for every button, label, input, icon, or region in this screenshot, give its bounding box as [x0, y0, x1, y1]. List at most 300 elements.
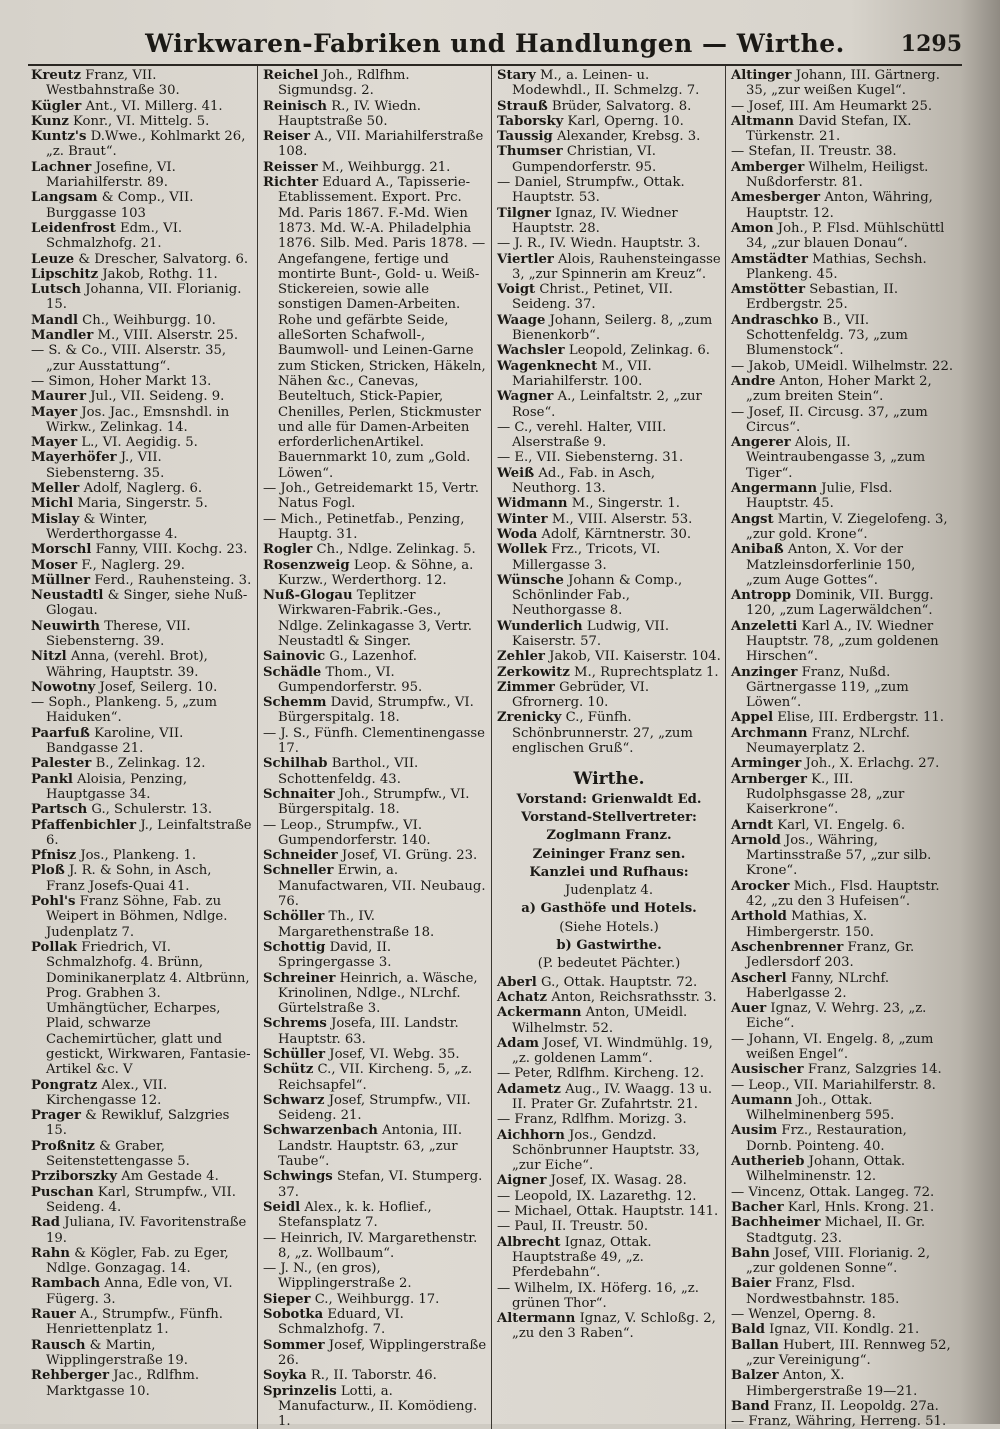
entry-name: Rosenzweig — [263, 557, 350, 573]
entry-details: Franz, Salzgries 14. — [807, 1062, 942, 1078]
entry-details: Joh., P. Flsd. Mühlschüttl 34, „zur blauen Donau“. — [746, 220, 945, 252]
directory-entry — [731, 619, 954, 665]
directory-entry — [497, 1219, 721, 1234]
directory-entry — [731, 588, 954, 619]
entry-name: Amberger — [731, 159, 805, 175]
directory-entry — [731, 114, 954, 145]
entry-name: Mislay — [31, 511, 80, 527]
entry-details: — Leop., Strumpfw., VI. Gumpendorferstr. 140. — [263, 817, 431, 848]
entry-name: Bald — [731, 1322, 765, 1338]
entry-details: Adolf, Kärntnerstr. 30. — [541, 526, 692, 542]
entry-name: Mandler — [31, 328, 94, 344]
directory-entry — [31, 802, 253, 817]
entry-details: C., Weihburgg. 17. — [314, 1291, 440, 1307]
entry-name: Altinger — [731, 68, 792, 83]
entry-name: Mayerhöfer — [31, 450, 117, 466]
entry-details: — Franz, Währing, Herreng. 51. — [731, 1414, 947, 1429]
directory-entry — [31, 129, 253, 160]
entry-details: Friedrich, VI. Schmalzhofg. 4. Brünn, Dominikanerplatz 4. Altbrünn, Prog. Grabhen 3. Umhängtücher, Echarpes, Plaid, schwarze Cachemirtücher, glatt und gestickt, Wirkwaren, Fantasie-Artikel &c. V — [46, 939, 251, 1078]
directory-entry — [31, 772, 253, 803]
directory-entry — [731, 756, 954, 771]
entry-details: M., a. Leinen- u. Modewhdl., II. Schmelzg. 7. — [512, 68, 700, 99]
entry-name: Albrecht — [497, 1234, 561, 1250]
directory-entry — [31, 389, 253, 404]
entry-details: David, Strumpfw., VI. Bürgerspitalg. 18. — [278, 695, 474, 726]
entry-name: Schütz — [263, 1062, 314, 1078]
entry-details: Karl, VI. Engelg. 6. — [777, 817, 906, 833]
entry-name: Ausim — [731, 1123, 778, 1139]
directory-entry — [497, 975, 721, 990]
deputy-label: Vorstand-Stellvertreter: — [521, 809, 697, 825]
entry-details: Eduard A., Tapisserie-Etablissement. Export. Prc. Md. Paris 1867. F.-Md. Wien 1873. Md. W.-A. Philadelphia 1876. Silb. Med. Paris 1878. — Angefangene, fertige und montirte Bunt-, Gold- u. Weiß-Stickereien, sowie alle sonstigen Damen-Arbeiten. Rohe und gefärbte Seide, alleSorten Schafwoll-, Baumwoll- und Leinen-Garne zum Sticken, Stricken, Häkeln, Nähen &c., Canevas, Beuteltuch, Stick-Papier, Chenilles, Perlen, Stickmuster und alle für Damen-Arbeiten erforderlichenArtikel. Bauernmarkt 10, zum „Gold. Löwen“. — [278, 175, 486, 481]
entry-name: Amon — [731, 220, 774, 236]
directory-entry — [497, 1082, 721, 1113]
entry-name: Rehberger — [31, 1368, 110, 1384]
entry-name: Rambach — [31, 1276, 101, 1292]
column-3 — [494, 66, 726, 1429]
directory-entry — [731, 1123, 954, 1154]
directory-entry — [31, 1338, 253, 1369]
entry-details: Ch., Weihburgg. 10. — [82, 312, 216, 328]
entry-name: Lachner — [31, 159, 92, 175]
directory-entry — [731, 1276, 954, 1307]
entry-details: — Johann, VI. Engelg. 8, „zum weißen Engel“. — [731, 1031, 934, 1062]
entry-details: Franz Söhne, Fab. zu Weipert in Böhmen, Ndlge. Judenplatz 7. — [46, 894, 228, 940]
entry-name: Pankl — [31, 771, 73, 787]
entry-details: Brüder, Salvatorg. 8. — [551, 98, 692, 114]
directory-entry — [497, 99, 721, 114]
directory-entry — [263, 1016, 487, 1047]
entry-details: Ludwig, VII. Kaiserstr. 57. — [512, 618, 670, 649]
entry-details: Joh., X. Erlachg. 27. — [805, 756, 940, 772]
directory-entry — [497, 68, 721, 99]
entry-details: R., IV. Wiedn. Hauptstraße 50. — [278, 98, 421, 129]
entry-name: Arocker — [731, 878, 790, 894]
directory-entry — [497, 680, 721, 711]
directory-entry — [731, 909, 954, 940]
entry-details: David Stefan, IX. Türkenstr. 21. — [746, 113, 912, 145]
entry-details: Heinrich, a. Wäsche, Krinolinen, Ndlge., NLrchf. Gürtelstraße 3. — [278, 970, 478, 1017]
entry-name: Band — [731, 1398, 770, 1414]
directory-entry — [263, 1231, 487, 1262]
directory-entry — [497, 359, 721, 390]
entry-name: Wünsche — [497, 572, 564, 588]
entry-details: J. R. & Sohn, in Asch, Franz Josefs-Quai 41. — [46, 863, 212, 894]
entry-details: Barthol., VII. Schottenfeldg. 43. — [278, 756, 419, 787]
entry-name: Wunderlich — [497, 618, 583, 634]
entry-details: Josef, VI. Webg. 35. — [329, 1047, 460, 1062]
entry-name: Rad — [31, 1215, 61, 1231]
section-heading: Wirthe. — [573, 769, 645, 790]
directory-entry — [263, 695, 487, 726]
entry-name: Reisser — [263, 159, 318, 175]
directory-entry — [731, 1338, 954, 1369]
entry-name: Schneller — [263, 863, 334, 879]
entry-details: — Wilhelm, IX. Höferg. 16, „z. grünen Thor“. — [497, 1280, 699, 1311]
entry-name: Seidl — [263, 1199, 301, 1215]
page-number: 1295 — [900, 31, 962, 57]
directory-entry — [31, 282, 253, 313]
directory-entry — [731, 1215, 954, 1246]
entry-details: J., VII. Siebensterng. 35. — [46, 450, 165, 481]
directory-entry — [731, 374, 954, 405]
entry-details: Franz, NLrchf. Neumayerplatz 2. — [746, 725, 910, 757]
directory-entry — [31, 558, 253, 573]
directory-entry — [31, 114, 253, 129]
entry-details: & Rewikluf, Salzgries 15. — [46, 1108, 230, 1139]
directory-entry — [731, 710, 954, 725]
entry-name: Partsch — [31, 802, 88, 818]
entry-name: Reiser — [263, 129, 311, 145]
entry-name: Ackermann — [497, 1005, 582, 1021]
entry-details: — J. N., (en gros), Wipplingerstraße 2. — [263, 1261, 412, 1292]
entry-details: & Graber, Seitenstettengasse 5. — [46, 1138, 190, 1170]
entry-details: Josef, Strumpfw., VII. Seideng. 21. — [278, 1092, 471, 1124]
entry-name: Schrems — [263, 1016, 327, 1032]
entry-name: Adametz — [497, 1081, 561, 1097]
directory-entry — [263, 175, 487, 481]
entry-name: Widmann — [497, 496, 568, 512]
directory-entry — [497, 542, 721, 573]
entry-name: Rauer — [31, 1307, 76, 1323]
entry-details: D.Wwe., Kohlmarkt 26, „z. Braut“. — [46, 129, 246, 160]
entry-details: C., Fünfh. Schönbrunnerstr. 27, „zum englischen Gruß“. — [512, 710, 693, 757]
entry-name: Neuwirth — [31, 618, 101, 634]
entry-name: Mandl — [31, 312, 78, 328]
directory-entry — [731, 1246, 954, 1277]
entry-details: Jos., Gendzd. Schönbrunner Hauptstr. 33, „zur Eiche“. — [512, 1127, 700, 1174]
entry-details: — Michael, Ottak. Hauptstr. 141. — [497, 1204, 719, 1220]
entry-details: C., VII. Kircheng. 5, „z. Reichsapfel“. — [278, 1062, 473, 1093]
entry-details: — Stefan, II. Treustr. 38. — [731, 144, 897, 160]
entry-name: Pohl's — [31, 894, 76, 910]
entry-details: Jul., VII. Seideng. 9. — [90, 389, 225, 405]
entry-details: — Peter, Rdlfhm. Kircheng. 12. — [497, 1066, 705, 1082]
entry-details: & Martin, Wipplingerstraße 19. — [46, 1337, 188, 1368]
entry-name: Leuze — [31, 251, 75, 267]
directory-entry — [497, 619, 721, 650]
subsection-a: a) Gasthöfe und Hotels. — [521, 901, 697, 917]
entry-name: Pfaffenbichler — [31, 817, 137, 833]
directory-entry — [497, 114, 721, 129]
entry-details: Alex., VII. Kirchengasse 12. — [46, 1077, 168, 1108]
directory-entry — [731, 940, 954, 971]
entry-details: Therese, VII. Siebensterng. 39. — [46, 618, 191, 649]
entry-details: K., III. Rudolphsgasse 28, „zur Kaiserkrone“. — [746, 771, 905, 818]
deputy-2: Zeininger Franz sen. — [532, 846, 686, 862]
directory-entry — [497, 343, 721, 358]
entry-details: & Comp., VII. Burggasse 103 — [46, 190, 194, 221]
entry-details: — Vincenz, Ottak. Langeg. 72. — [731, 1184, 935, 1200]
entry-name: Rogler — [263, 542, 313, 558]
entry-name: Zehler — [497, 649, 545, 665]
directory-entry — [31, 756, 253, 771]
entry-name: Lipschitz — [31, 266, 99, 282]
directory-entry — [263, 1093, 487, 1124]
entry-name: Bachheimer — [731, 1215, 821, 1231]
directory-entry — [731, 1322, 954, 1337]
entry-name: Waage — [497, 312, 546, 328]
entry-details: Adolf, Naglerg. 6. — [83, 481, 203, 497]
entry-details: — Jakob, UMeidl. Wilhelmstr. 22. — [731, 358, 954, 374]
entry-name: Wagner — [497, 389, 554, 405]
entry-details: — Franz, Rdlfhm. Morizg. 3. — [497, 1112, 687, 1128]
directory-entry — [731, 971, 954, 1002]
entry-name: Adam — [497, 1035, 539, 1051]
entry-name: Schottig — [263, 939, 326, 955]
entry-name: Schilhab — [263, 756, 328, 772]
directory-entry — [263, 1368, 487, 1383]
directory-entry — [263, 971, 487, 1017]
directory-entry — [497, 990, 721, 1005]
entry-name: Puschan — [31, 1184, 94, 1200]
entry-details: & Drescher, Salvatorg. 6. — [78, 251, 249, 267]
entry-details: — Leop., VII. Mariahilferstr. 8. — [731, 1077, 936, 1093]
entry-name: Andraschko — [731, 312, 819, 328]
directory-entry — [31, 1078, 253, 1109]
entry-details: — Josef, II. Circusg. 37, „zum Circus“. — [731, 404, 928, 435]
directory-entry — [31, 848, 253, 863]
directory-entry — [263, 818, 487, 849]
directory-entry — [731, 68, 954, 99]
office-label: Kanzlei und Rufhaus: — [529, 864, 689, 880]
entry-name: Baier — [731, 1276, 772, 1292]
directory-entry — [731, 282, 954, 313]
entry-details: Dominik, VII. Burgg. 120, „zum Lagerwäldchen“. — [746, 588, 934, 619]
entry-name: Schreiner — [263, 970, 336, 986]
entry-name: Aichhorn — [497, 1127, 565, 1143]
entry-details: M., Weihburgg. 21. — [321, 159, 451, 175]
entry-name: Neustadtl — [31, 588, 104, 604]
directory-entry — [731, 1399, 954, 1414]
directory-entry — [731, 481, 954, 512]
directory-entry — [263, 1200, 487, 1231]
entry-name: Winter — [497, 511, 548, 527]
entry-name: Morschl — [31, 542, 92, 558]
entry-details: A., Leinfaltstr. 2, „zur Rose“. — [512, 389, 702, 420]
entry-details: Karoline, VII. Bandgasse 21. — [46, 725, 184, 757]
entry-name: Archmann — [731, 725, 808, 741]
directory-entry — [263, 1307, 487, 1338]
entry-details: — Daniel, Strumpfw., Ottak. Hauptstr. 53. — [497, 175, 685, 206]
entry-details: F., Naglerg. 29. — [81, 557, 185, 573]
wirthe-section — [497, 769, 721, 972]
entry-name: Nowotny — [31, 679, 96, 695]
directory-entry — [263, 512, 487, 543]
directory-entry — [31, 863, 253, 894]
entry-name: Andre — [731, 373, 776, 389]
entry-details: Franz, Flsd. Nordwestbahnstr. 185. — [746, 1276, 900, 1307]
directory-entry — [497, 450, 721, 465]
entry-details: Mathias, Sechsh. Plankeng. 45. — [746, 251, 927, 282]
directory-entry — [731, 833, 954, 879]
entry-details: Aloisia, Penzing, Hauptgasse 34. — [46, 771, 188, 802]
entry-details: Julie, Flsd. Hauptstr. 45. — [746, 481, 893, 512]
entry-details: M., Ruprechtsplatz 1. — [574, 664, 719, 680]
entry-name: Mayer — [31, 404, 78, 420]
entry-details: Mathias, X. Himbergerstr. 150. — [746, 909, 874, 940]
directory-entry — [263, 909, 487, 940]
directory-entry — [31, 649, 253, 680]
directory-entry — [731, 1078, 954, 1093]
entry-details: Ignaz, VII. Kondlg. 21. — [769, 1322, 920, 1338]
directory-entry — [263, 481, 487, 512]
entry-name: Sieper — [263, 1291, 311, 1307]
entry-name: Schöller — [263, 909, 325, 925]
entry-name: Amesberger — [731, 190, 821, 206]
entry-name: Angerer — [731, 435, 791, 451]
entry-details: — Heinrich, IV. Margarethenstr. 8, „z. Wollbaum“. — [263, 1230, 478, 1261]
entry-name: Schwings — [263, 1169, 333, 1185]
entry-details: Anton, Währing, Hauptstr. 12. — [746, 190, 933, 221]
entry-name: Meller — [31, 481, 80, 497]
directory-entry — [31, 818, 253, 849]
directory-entry — [497, 1036, 721, 1067]
directory-entry — [263, 1292, 487, 1307]
entry-name: Schwarz — [263, 1092, 325, 1108]
entry-details: Jac., Rdlfhm. Marktgasse 10. — [46, 1368, 200, 1399]
entry-name: Ascherl — [731, 970, 787, 986]
entry-name: Arnberger — [731, 771, 807, 787]
directory-entry — [31, 252, 253, 267]
entry-details: Christ., Petinet, VII. Seideng. 37. — [512, 282, 673, 313]
entry-details: Frz., Tricots, VI. Millergasse 3. — [512, 542, 661, 573]
entry-details: A., VII. Mariahilferstraße 108. — [278, 129, 484, 160]
entry-details: M., VII. Mariahilferstr. 100. — [512, 358, 652, 389]
directory-entry — [263, 1123, 487, 1169]
directory-entry — [497, 1112, 721, 1127]
entry-name: Nitzl — [31, 649, 67, 665]
entry-name: Voigt — [497, 282, 536, 298]
directory-entry — [31, 267, 253, 282]
entry-details: Franz, Nußd. Gärtnergasse 119, „zum Löwen“. — [746, 664, 909, 711]
directory-entry — [731, 144, 954, 159]
entry-details: Anton, X. Vor der Matzleinsdorferlinie 150, „zum Auge Gottes“. — [746, 542, 916, 588]
entry-details: Am Gestade 4. — [121, 1169, 219, 1185]
entry-name: Maurer — [31, 389, 87, 405]
entry-name: Leidenfrost — [31, 220, 116, 236]
entry-details: Jos. Jac., Emsnshdl. in Wirkw., Zelinkag. 14. — [46, 404, 230, 435]
entry-details: Alex., k. k. Hoflief., Stefansplatz 7. — [278, 1199, 432, 1231]
directory-entry — [731, 1062, 954, 1077]
directory-entry — [263, 1169, 487, 1200]
directory-entry — [731, 1001, 954, 1032]
directory-entry — [31, 160, 253, 191]
entry-details: Karl, Operng. 10. — [567, 113, 684, 129]
directory-entry — [263, 848, 487, 863]
directory-entry — [731, 512, 954, 543]
entry-details: Joh., Ottak. Wilhelminenberg 595. — [746, 1092, 895, 1124]
entry-details: M., VIII. Alserstr. 53. — [551, 511, 693, 527]
entry-name: Pfnisz — [31, 848, 77, 864]
entry-name: Ballan — [731, 1337, 779, 1353]
entry-details: — C., verehl. Halter, VIII. Alserstraße 9. — [497, 419, 667, 451]
directory-entry — [731, 879, 954, 910]
directory-entry — [263, 787, 487, 818]
directory-entry — [31, 894, 253, 940]
entry-details: Anton, Reichsrathsstr. 3. — [551, 989, 717, 1005]
entry-details: G., Lazenhof. — [329, 649, 417, 665]
entry-details: Sebastian, II. Erdbergstr. 25. — [746, 282, 899, 313]
directory-entry — [263, 665, 487, 696]
directory-entry — [497, 665, 721, 680]
entry-name: Antropp — [731, 588, 792, 604]
directory-entry — [497, 252, 721, 283]
directory-entry — [497, 389, 721, 420]
entry-name: Sprinzelis — [263, 1383, 337, 1399]
entry-details: Christian, VI. Gumpendorferstr. 95. — [512, 144, 657, 175]
directory-entry — [497, 236, 721, 251]
entry-name: Soyka — [263, 1368, 307, 1384]
directory-entry — [731, 1368, 954, 1399]
page-title: Wirkwaren-Fabriken und Handlungen — Wirthe. — [145, 29, 845, 58]
entry-name: Proßnitz — [31, 1138, 95, 1154]
directory-entry — [497, 1128, 721, 1174]
entry-details: — Mich., Petinetfab., Penzing, Hauptg. 31. — [263, 511, 465, 542]
entry-details: G., Ottak. Hauptstr. 72. — [541, 974, 698, 990]
entry-details: Anton, UMeidl. Wilhelmstr. 52. — [512, 1005, 688, 1036]
directory-entry — [731, 1093, 954, 1124]
directory-entry — [731, 435, 954, 481]
entry-name: Arthold — [731, 909, 787, 925]
entry-details: Joh., Rdlfhm. Sigmundsg. 2. — [278, 68, 410, 99]
directory-entry — [31, 1169, 253, 1184]
directory-entry — [497, 1235, 721, 1281]
entry-details: Stefan, VI. Stumperg. 37. — [278, 1169, 483, 1200]
directory-entry — [31, 313, 253, 328]
entry-details: — Josef, III. Am Heumarkt 25. — [731, 98, 933, 114]
directory-entry — [497, 1281, 721, 1312]
directory-entry — [731, 221, 954, 252]
entry-name: Wachsler — [497, 343, 565, 359]
directory-entry — [31, 481, 253, 496]
directory-entry — [731, 1200, 954, 1215]
directory-entry — [263, 1338, 487, 1369]
directory-entry — [263, 558, 487, 589]
entry-name: Schwarzenbach — [263, 1123, 378, 1139]
column-1 — [28, 66, 258, 1429]
entry-details: A., Strumpfw., Fünfh. Henriettenplatz 1. — [46, 1307, 223, 1338]
directory-entry — [263, 588, 487, 649]
directory-entry — [31, 435, 253, 450]
entry-details: Ch., Ndlge. Zelinkag. 5. — [316, 542, 476, 558]
entry-name: Prager — [31, 1108, 81, 1124]
directory-entry — [263, 649, 487, 664]
entry-name: Ausischer — [731, 1062, 804, 1078]
entry-details: Hubert, III. Rennweg 52, „zur Vereinigung“. — [746, 1337, 951, 1368]
entry-name: Moser — [31, 557, 78, 573]
entry-name: Anzeletti — [731, 618, 798, 634]
entry-name: Strauß — [497, 98, 548, 114]
entry-details: Jos., Währing, Martinsstraße 57, „zur silb. Krone“. — [746, 832, 932, 879]
entry-name: Ploß — [31, 863, 65, 879]
directory-entry — [731, 1154, 954, 1185]
page-header — [28, 24, 962, 66]
entry-details: Wilhelm, Heiligst. Nußdorferstr. 81. — [746, 159, 929, 191]
entry-name: Taborsky — [497, 113, 564, 129]
entry-details: Frz., Restauration, Dornb. Pointeng. 40. — [746, 1123, 907, 1154]
directory-entry — [731, 818, 954, 833]
entry-name: Bahn — [731, 1245, 770, 1261]
entry-details: Josef, VI. Windmühlg. 19, „z. goldenen Lamm“. — [512, 1035, 713, 1067]
entry-details: Johanna, VII. Florianig. 15. — [46, 282, 242, 313]
entry-details: Anton, Hoher Markt 2, „zum breiten Stein“. — [746, 373, 932, 405]
entry-name: Anibaß — [731, 542, 784, 558]
entry-details: Jakob, VII. Kaiserstr. 104. — [549, 649, 721, 665]
directory-entry — [731, 190, 954, 221]
entry-name: Arndt — [731, 817, 774, 833]
entry-name: Wollek — [497, 542, 548, 558]
